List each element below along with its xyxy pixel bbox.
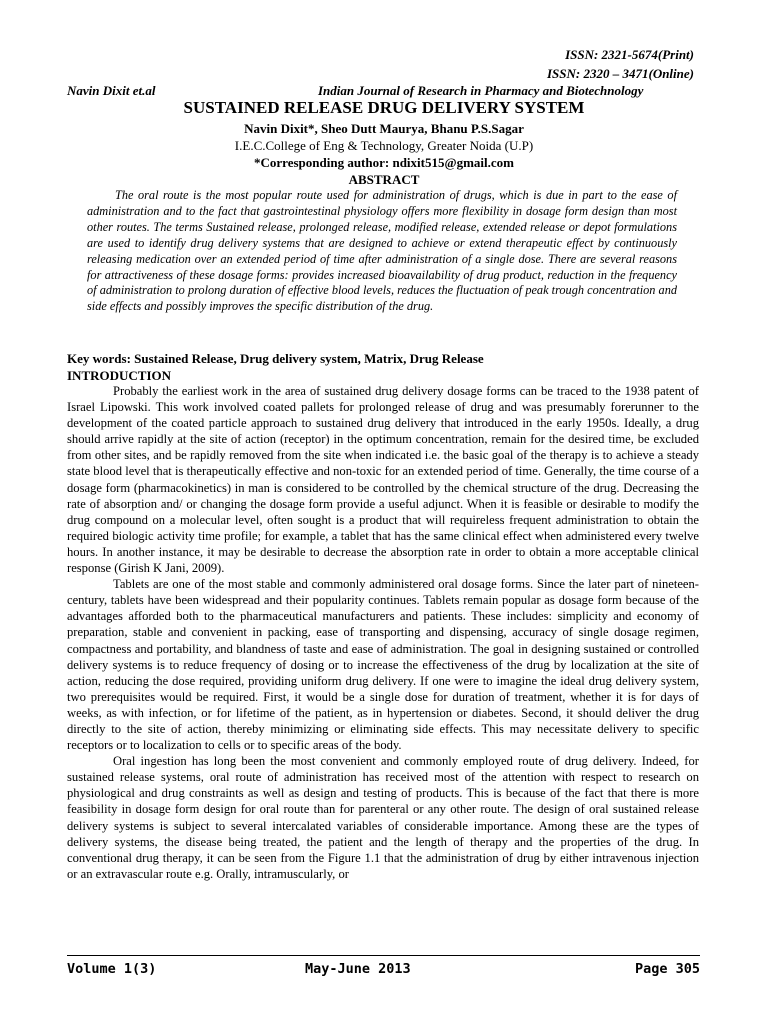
paragraph: Probably the earliest work in the area of sustained drug delivery dosage forms can be traced to the 1938 patent of Israel Lipowski. This work involved coated pallets for prolonged release of drug and was presumably forerunner to the development of the coated particle approach to sustained drug delivery that introduced in the early 1950s. Ideally, a drug should arrive rapidly at the site of action (receptor) in the optimum concentration, remain for the desired time, be excluded from other sites, and be rapidly removed from the site when indicated i.e. the basic goal of the therapy is to achieve a steady state blood level that is therapeutically effective and non-toxic for an extended period of time. Generally, the time course of a dosage form (pharmacokinetics) in man is considered to be controlled by the chemical structure of the drug. Decreasing the rate of absorption and/ or changing the dosage form provide a useful adjunct. When it is feasible or desirable to modify the drug compound on a molecular level, often sought is a product that will requireless frequent administration to obtain the required biologic activity time profile; for example, a tablet that has the same clinical effect when administered every twelve hours. In another instance, it may be desirable to decrease the absorption rate in order to obtain a more acceptable clinical response (Girish K Jani, 2009).	[67, 384, 699, 576]
paragraph: Oral ingestion has long been the most convenient and commonly employed route of drug delivery. Indeed, for sustained release systems, oral route of administration has received most of the attention with respect to research on physiological and drug constraints as well as design and testing of products. This is because of the fact that there is more feasibility in dosage form design for oral route than for parenteral or any other route. The design of oral sustained release delivery systems is subject to several intercalated variables of considerable importance. Among these are the types of delivery systems, the disease being treated, the patient and the length of therapy and the properties of the drug. In conventional drug therapy, it can be seen from the Figure 1.1 that the administration of drug by either intravenous injection or an extravascular route e.g. Orally, intramuscularly, or	[67, 754, 699, 881]
issn-print: ISSN: 2321-5674(Print)	[565, 47, 694, 62]
footer-volume: Volume 1(3)	[67, 961, 157, 977]
journal-name: Indian Journal of Research in Pharmacy and Biotechnology	[318, 83, 644, 98]
running-author: Navin Dixit et.al	[67, 83, 156, 98]
keywords: Key words: Sustained Release, Drug delivery system, Matrix, Drug Release	[67, 351, 484, 366]
abstract-text: The oral route is the most popular route used for administration of drugs, which is due in part to the ease of administration and to the fact that gastrointestinal physiology offers more flexibility in dosage form design than most other routes. The terms Sustained release, prolonged release, modified release, extended release or depot formulations are used to identify drug delivery systems that are designed to achieve or extend therapeutic effect by continuously releasing medication over an extended period of time after administration of a single dose. There are several reasons for attractiveness of these dosage forms: provides increased bioavailability of drug product, reduction in the frequency of administration to prolong duration of effective blood levels, reduces the fluctuation of peak trough concentration and side effects and possibly improves the specific distribution of the drug.	[87, 188, 677, 314]
affiliation: I.E.C.College of Eng & Technology, Greater Noida (U.P)	[234, 138, 534, 153]
abstract-heading: ABSTRACT	[348, 172, 420, 187]
article-title: SUSTAINED RELEASE DRUG DELIVERY SYSTEM	[183, 98, 585, 117]
footer-page-number: Page 305	[634, 961, 700, 977]
footer-date: May-June 2013	[305, 961, 411, 977]
footer-divider	[67, 955, 700, 956]
issn-online: ISSN: 2320 – 3471(Online)	[547, 66, 694, 81]
introduction-heading: INTRODUCTION	[67, 368, 172, 383]
body-text	[67, 383, 699, 882]
author-list: Navin Dixit*, Sheo Dutt Maurya, Bhanu P.S.Sagar	[244, 121, 524, 136]
corresponding-author: *Corresponding author: ndixit515@gmail.com	[254, 155, 514, 170]
paragraph: Tablets are one of the most stable and commonly administered oral dosage forms. Since the later part of nineteen-century, tablets have been widespread and their popularity continues. Tablets remain popular as dosage form because of the advantages afforded both to the pharmaceutical manufacturers and patients. These includes: simplicity and economy of preparation, stable and convenient in packing, ease of transporting and dispensing, accuracy of single dosage regimen, compactness and portability, and blandness of taste and ease of administration. The goal in designing sustained or controlled delivery systems is to reduce frequency of dosing or to increase the effectiveness of the drug by localization at the site of action, reducing the dose required, providing uniform drug delivery. If one were to imagine the ideal drug delivery system, two prerequisites would be required. First, it would be a single dose for duration of treatment, whether it is for days of weeks, as with infection, or for lifetime of the patient, as in hypertension or diabetes. Second, it should deliver the drug directly to the site of action, thereby minimizing or eliminating side effects. This may necessitate delivery to specific receptors or to localization to cells or to specific areas of the body.	[67, 577, 699, 753]
